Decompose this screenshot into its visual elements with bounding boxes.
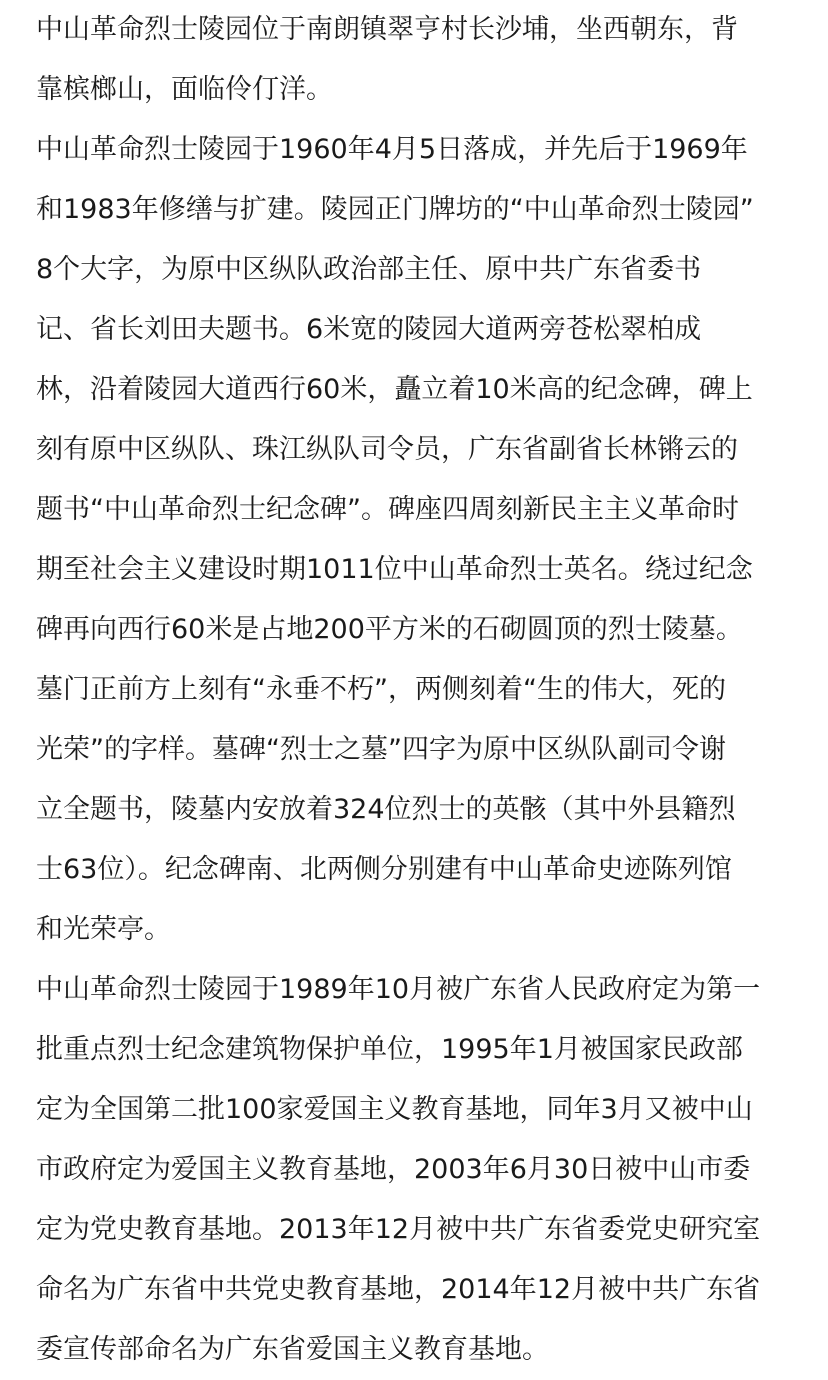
paragraph-honors <box>36 960 806 1380</box>
text-line: 市政府定为爱国主义教育基地，2003年6月30日被中山市委 <box>36 1154 751 1185</box>
text-line: 立全题书，陵墓内安放着324位烈士的英骸（其中外县籍烈 <box>36 794 736 825</box>
text-line: 期至社会主义建设时期1011位中山革命烈士英名。绕过纪念 <box>36 554 753 585</box>
text-line: 刻有原中区纵队、珠江纵队司令员，广东省副省长林锵云的 <box>36 434 738 465</box>
text-line: 中山革命烈士陵园位于南朗镇翠亨村长沙埔，坐西朝东，背 <box>36 14 738 45</box>
text-line: 定为全国第二批100家爱国主义教育基地，同年3月又被中山 <box>36 1094 753 1125</box>
text-line: 批重点烈士纪念建筑物保护单位，1995年1月被国家民政部 <box>36 1034 743 1065</box>
text-line: 墓门正前方上刻有“永垂不朽”，两侧刻着“生的伟大，死的 <box>36 674 726 705</box>
text-line: 中山革命烈士陵园于1989年10月被广东省人民政府定为第一 <box>36 974 761 1005</box>
paragraph-history <box>36 120 806 960</box>
text-line: 记、省长刘田夫题书。6米宽的陵园大道两旁苍松翠柏成 <box>36 314 702 345</box>
text-line: 8个大字，为原中区纵队政治部主任、原中共广东省委书 <box>36 254 702 285</box>
paragraph-location <box>36 0 806 120</box>
text-line: 命名为广东省中共党史教育基地，2014年12月被中共广东省 <box>36 1274 761 1305</box>
text-line: 和1983年修缮与扩建。陵园正门牌坊的“中山革命烈士陵园” <box>36 194 754 225</box>
text-line: 光荣”的字样。墓碑“烈士之墓”四字为原中区纵队副司令谢 <box>36 734 726 765</box>
text-line: 中山革命烈士陵园于1960年4月5日落成，并先后于1969年 <box>36 134 748 165</box>
text-line: 题书“中山革命烈士纪念碑”。碑座四周刻新民主主义革命时 <box>36 494 739 525</box>
text-line: 碑再向西行60米是占地200平方米的石砌圆顶的烈士陵墓。 <box>36 614 743 645</box>
text-line: 靠槟榔山，面临伶仃洋。 <box>36 74 333 105</box>
text-line: 林，沿着陵园大道西行60米，矗立着10米高的纪念碑，碑上 <box>36 374 753 405</box>
article-body <box>36 0 806 1380</box>
text-line: 委宣传部命名为广东省爱国主义教育基地。 <box>36 1334 549 1365</box>
text-line: 定为党史教育基地。2013年12月被中共广东省委党史研究室 <box>36 1214 761 1245</box>
text-line: 和光荣亭。 <box>36 914 171 945</box>
text-line: 士63位）。纪念碑南、北两侧分别建有中山革命史迹陈列馆 <box>36 854 732 885</box>
